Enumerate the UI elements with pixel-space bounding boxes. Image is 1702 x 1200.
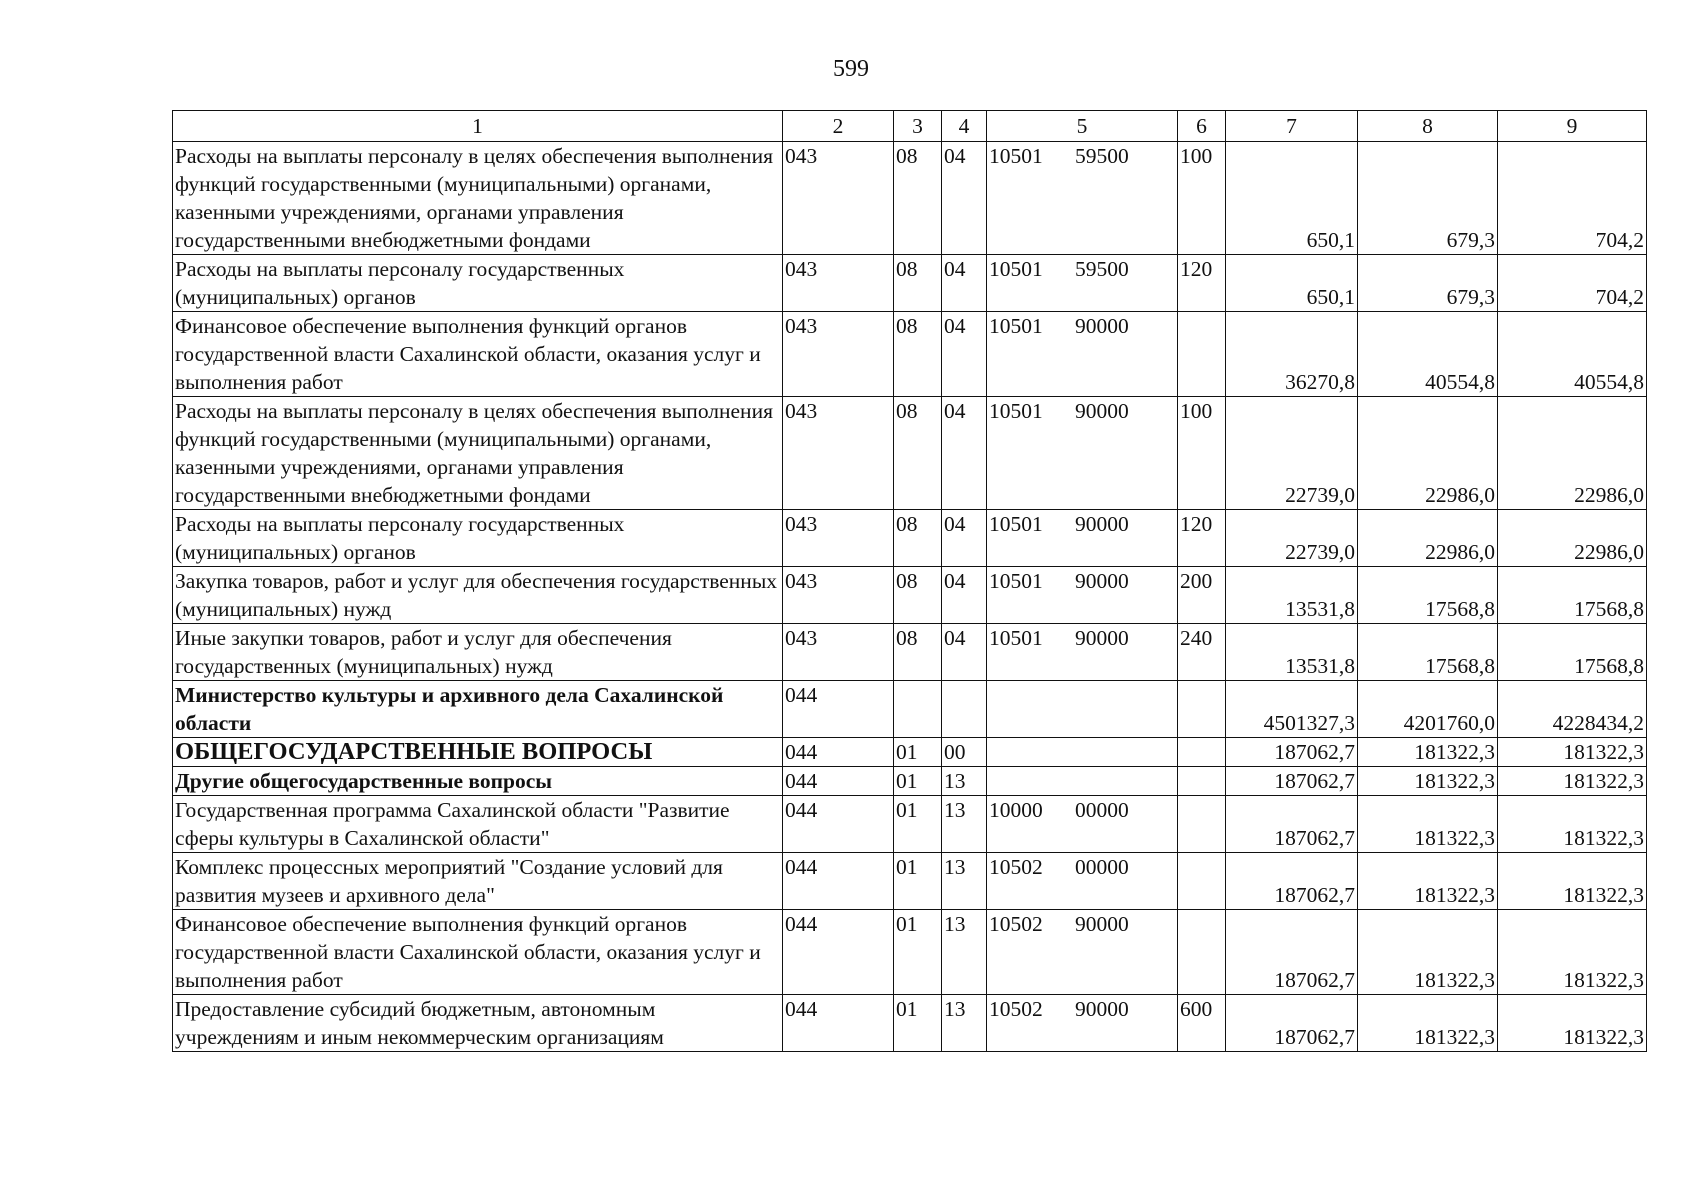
amount-col-7: 187062,7 xyxy=(1226,853,1358,910)
expense-type-code xyxy=(1178,312,1226,397)
column-header: 2 xyxy=(783,111,894,142)
section-code: 01 xyxy=(894,853,942,910)
expense-name: Расходы на выплаты персоналу государственных (муниципальных) органов xyxy=(173,510,783,567)
column-header: 5 xyxy=(987,111,1178,142)
section-code: 08 xyxy=(894,567,942,624)
column-header: 7 xyxy=(1226,111,1358,142)
ministry-code: 043 xyxy=(783,510,894,567)
target-article-direction: 90000 xyxy=(1075,997,1129,1021)
amount-col-9: 181322,3 xyxy=(1498,853,1647,910)
column-header: 4 xyxy=(942,111,987,142)
target-article-program: 10501 xyxy=(989,144,1043,168)
table-row xyxy=(173,142,1647,255)
expense-type-code: 100 xyxy=(1178,142,1226,255)
ministry-code: 044 xyxy=(783,681,894,738)
subsection-code: 04 xyxy=(942,312,987,397)
subsection-code: 04 xyxy=(942,142,987,255)
ministry-code: 044 xyxy=(783,796,894,853)
expense-type-code: 120 xyxy=(1178,255,1226,312)
table-row xyxy=(173,255,1647,312)
target-article-program: 10501 xyxy=(989,314,1043,338)
expense-name: Финансовое обеспечение выполнения функций органов государственной власти Сахалинской области, оказания услуг и выполнения работ xyxy=(173,910,783,995)
amount-col-7: 22739,0 xyxy=(1226,510,1358,567)
target-article-code xyxy=(987,853,1178,910)
amount-col-9: 17568,8 xyxy=(1498,624,1647,681)
target-article-code xyxy=(987,510,1178,567)
target-article-direction: 59500 xyxy=(1075,257,1129,281)
target-article-code xyxy=(987,681,1178,738)
expense-name: Государственная программа Сахалинской области "Развитие сферы культуры в Сахалинской области" xyxy=(173,796,783,853)
amount-col-9: 181322,3 xyxy=(1498,738,1647,767)
target-article-direction: 90000 xyxy=(1075,569,1129,593)
section-code: 08 xyxy=(894,142,942,255)
target-article-direction: 59500 xyxy=(1075,144,1129,168)
expense-name: Расходы на выплаты персоналу в целях обеспечения выполнения функций государственными (муниципальными) органами, казенными учреждениями, органами управления государственными внебюджетными фондами xyxy=(173,397,783,510)
expense-type-code xyxy=(1178,767,1226,796)
target-article-direction: 90000 xyxy=(1075,314,1129,338)
ministry-code: 044 xyxy=(783,738,894,767)
section-code: 08 xyxy=(894,255,942,312)
amount-col-9: 181322,3 xyxy=(1498,995,1647,1052)
target-article-direction: 00000 xyxy=(1075,855,1129,879)
section-code: 01 xyxy=(894,796,942,853)
target-article-program: 10502 xyxy=(989,912,1043,936)
expense-name: Закупка товаров, работ и услуг для обеспечения государственных (муниципальных) нужд xyxy=(173,567,783,624)
target-article-code xyxy=(987,796,1178,853)
amount-col-7: 650,1 xyxy=(1226,255,1358,312)
section-code: 08 xyxy=(894,624,942,681)
expense-type-code: 600 xyxy=(1178,995,1226,1052)
amount-col-7: 187062,7 xyxy=(1226,767,1358,796)
target-article-code xyxy=(987,142,1178,255)
subsection-code: 04 xyxy=(942,567,987,624)
target-article-code xyxy=(987,312,1178,397)
subsection-code xyxy=(942,681,987,738)
expense-name: Комплекс процессных мероприятий "Создание условий для развития музеев и архивного дела" xyxy=(173,853,783,910)
expense-name: Другие общегосударственные вопросы xyxy=(173,767,783,796)
expense-type-code xyxy=(1178,910,1226,995)
amount-col-8: 181322,3 xyxy=(1358,796,1498,853)
target-article-direction: 00000 xyxy=(1075,798,1129,822)
expense-type-code: 240 xyxy=(1178,624,1226,681)
target-article-program: 10501 xyxy=(989,399,1043,423)
amount-col-9: 17568,8 xyxy=(1498,567,1647,624)
amount-col-9: 181322,3 xyxy=(1498,796,1647,853)
table-row xyxy=(173,853,1647,910)
column-header: 1 xyxy=(173,111,783,142)
target-article-direction: 90000 xyxy=(1075,912,1129,936)
section-code: 01 xyxy=(894,995,942,1052)
expense-type-code: 120 xyxy=(1178,510,1226,567)
subsection-code: 04 xyxy=(942,255,987,312)
amount-col-9: 4228434,2 xyxy=(1498,681,1647,738)
expense-name: Министерство культуры и архивного дела Сахалинской области xyxy=(173,681,783,738)
ministry-code: 044 xyxy=(783,910,894,995)
ministry-code: 043 xyxy=(783,312,894,397)
amount-col-8: 4201760,0 xyxy=(1358,681,1498,738)
amount-col-8: 181322,3 xyxy=(1358,995,1498,1052)
column-header: 3 xyxy=(894,111,942,142)
ministry-code: 043 xyxy=(783,255,894,312)
expense-type-code xyxy=(1178,796,1226,853)
amount-col-7: 13531,8 xyxy=(1226,624,1358,681)
target-article-direction: 90000 xyxy=(1075,512,1129,536)
target-article-code xyxy=(987,738,1178,767)
amount-col-8: 40554,8 xyxy=(1358,312,1498,397)
amount-col-7: 36270,8 xyxy=(1226,312,1358,397)
ministry-code: 043 xyxy=(783,142,894,255)
ministry-code: 044 xyxy=(783,995,894,1052)
amount-col-9: 181322,3 xyxy=(1498,910,1647,995)
amount-col-7: 187062,7 xyxy=(1226,995,1358,1052)
amount-col-7: 4501327,3 xyxy=(1226,681,1358,738)
table-row xyxy=(173,624,1647,681)
section-code xyxy=(894,681,942,738)
ministry-code: 043 xyxy=(783,567,894,624)
expense-type-code: 100 xyxy=(1178,397,1226,510)
subsection-code: 13 xyxy=(942,995,987,1052)
target-article-program: 10501 xyxy=(989,626,1043,650)
section-code: 01 xyxy=(894,738,942,767)
column-header-row xyxy=(173,111,1647,142)
expense-name: Иные закупки товаров, работ и услуг для обеспечения государственных (муниципальных) нужд xyxy=(173,624,783,681)
amount-col-9: 181322,3 xyxy=(1498,767,1647,796)
target-article-code xyxy=(987,397,1178,510)
table-row xyxy=(173,796,1647,853)
subsection-code: 04 xyxy=(942,397,987,510)
table-row xyxy=(173,995,1647,1052)
table-row xyxy=(173,312,1647,397)
amount-col-8: 679,3 xyxy=(1358,255,1498,312)
target-article-code xyxy=(987,624,1178,681)
section-code: 01 xyxy=(894,910,942,995)
table-row xyxy=(173,510,1647,567)
amount-col-7: 22739,0 xyxy=(1226,397,1358,510)
ministry-code: 044 xyxy=(783,767,894,796)
expense-type-code xyxy=(1178,853,1226,910)
expense-type-code: 200 xyxy=(1178,567,1226,624)
amount-col-7: 187062,7 xyxy=(1226,910,1358,995)
amount-col-7: 187062,7 xyxy=(1226,738,1358,767)
expense-name: ОБЩЕГОСУДАРСТВЕННЫЕ ВОПРОСЫ xyxy=(173,738,783,767)
target-article-program: 10502 xyxy=(989,855,1043,879)
subsection-code: 13 xyxy=(942,767,987,796)
subsection-code: 13 xyxy=(942,796,987,853)
amount-col-9: 22986,0 xyxy=(1498,510,1647,567)
table-row xyxy=(173,567,1647,624)
amount-col-7: 13531,8 xyxy=(1226,567,1358,624)
table-row-ministry xyxy=(173,681,1647,738)
section-code: 08 xyxy=(894,510,942,567)
column-header: 8 xyxy=(1358,111,1498,142)
expense-name: Финансовое обеспечение выполнения функций органов государственной власти Сахалинской области, оказания услуг и выполнения работ xyxy=(173,312,783,397)
target-article-code xyxy=(987,910,1178,995)
target-article-program: 10502 xyxy=(989,997,1043,1021)
table-row-subsection xyxy=(173,767,1647,796)
amount-col-9: 704,2 xyxy=(1498,142,1647,255)
amount-col-9: 22986,0 xyxy=(1498,397,1647,510)
column-header: 6 xyxy=(1178,111,1226,142)
ministry-code: 043 xyxy=(783,624,894,681)
amount-col-8: 17568,8 xyxy=(1358,567,1498,624)
target-article-direction: 90000 xyxy=(1075,626,1129,650)
expense-type-code xyxy=(1178,681,1226,738)
budget-table xyxy=(172,110,1647,1052)
target-article-program: 10501 xyxy=(989,512,1043,536)
amount-col-9: 704,2 xyxy=(1498,255,1647,312)
subsection-code: 04 xyxy=(942,624,987,681)
expense-name: Расходы на выплаты персоналу в целях обеспечения выполнения функций государственными (муниципальными) органами, казенными учреждениями, органами управления государственными внебюджетными фондами xyxy=(173,142,783,255)
section-code: 08 xyxy=(894,397,942,510)
section-code: 08 xyxy=(894,312,942,397)
amount-col-7: 650,1 xyxy=(1226,142,1358,255)
amount-col-8: 679,3 xyxy=(1358,142,1498,255)
target-article-program: 10000 xyxy=(989,798,1043,822)
target-article-program: 10501 xyxy=(989,569,1043,593)
target-article-program: 10501 xyxy=(989,257,1043,281)
amount-col-8: 22986,0 xyxy=(1358,510,1498,567)
expense-type-code xyxy=(1178,738,1226,767)
target-article-code xyxy=(987,255,1178,312)
amount-col-8: 17568,8 xyxy=(1358,624,1498,681)
expense-name: Расходы на выплаты персоналу государственных (муниципальных) органов xyxy=(173,255,783,312)
amount-col-8: 22986,0 xyxy=(1358,397,1498,510)
amount-col-7: 187062,7 xyxy=(1226,796,1358,853)
amount-col-8: 181322,3 xyxy=(1358,738,1498,767)
column-header: 9 xyxy=(1498,111,1647,142)
page-number: 599 xyxy=(833,56,869,82)
ministry-code: 043 xyxy=(783,397,894,510)
amount-col-8: 181322,3 xyxy=(1358,910,1498,995)
section-code: 01 xyxy=(894,767,942,796)
subsection-code: 13 xyxy=(942,910,987,995)
table-row xyxy=(173,397,1647,510)
target-article-code xyxy=(987,767,1178,796)
subsection-code: 00 xyxy=(942,738,987,767)
ministry-code: 044 xyxy=(783,853,894,910)
amount-col-8: 181322,3 xyxy=(1358,853,1498,910)
amount-col-9: 40554,8 xyxy=(1498,312,1647,397)
target-article-code xyxy=(987,995,1178,1052)
target-article-code xyxy=(987,567,1178,624)
expense-name: Предоставление субсидий бюджетным, автономным учреждениям и иным некоммерческим организациям xyxy=(173,995,783,1052)
table-row xyxy=(173,910,1647,995)
subsection-code: 13 xyxy=(942,853,987,910)
subsection-code: 04 xyxy=(942,510,987,567)
table-row-section xyxy=(173,738,1647,767)
amount-col-8: 181322,3 xyxy=(1358,767,1498,796)
target-article-direction: 90000 xyxy=(1075,399,1129,423)
